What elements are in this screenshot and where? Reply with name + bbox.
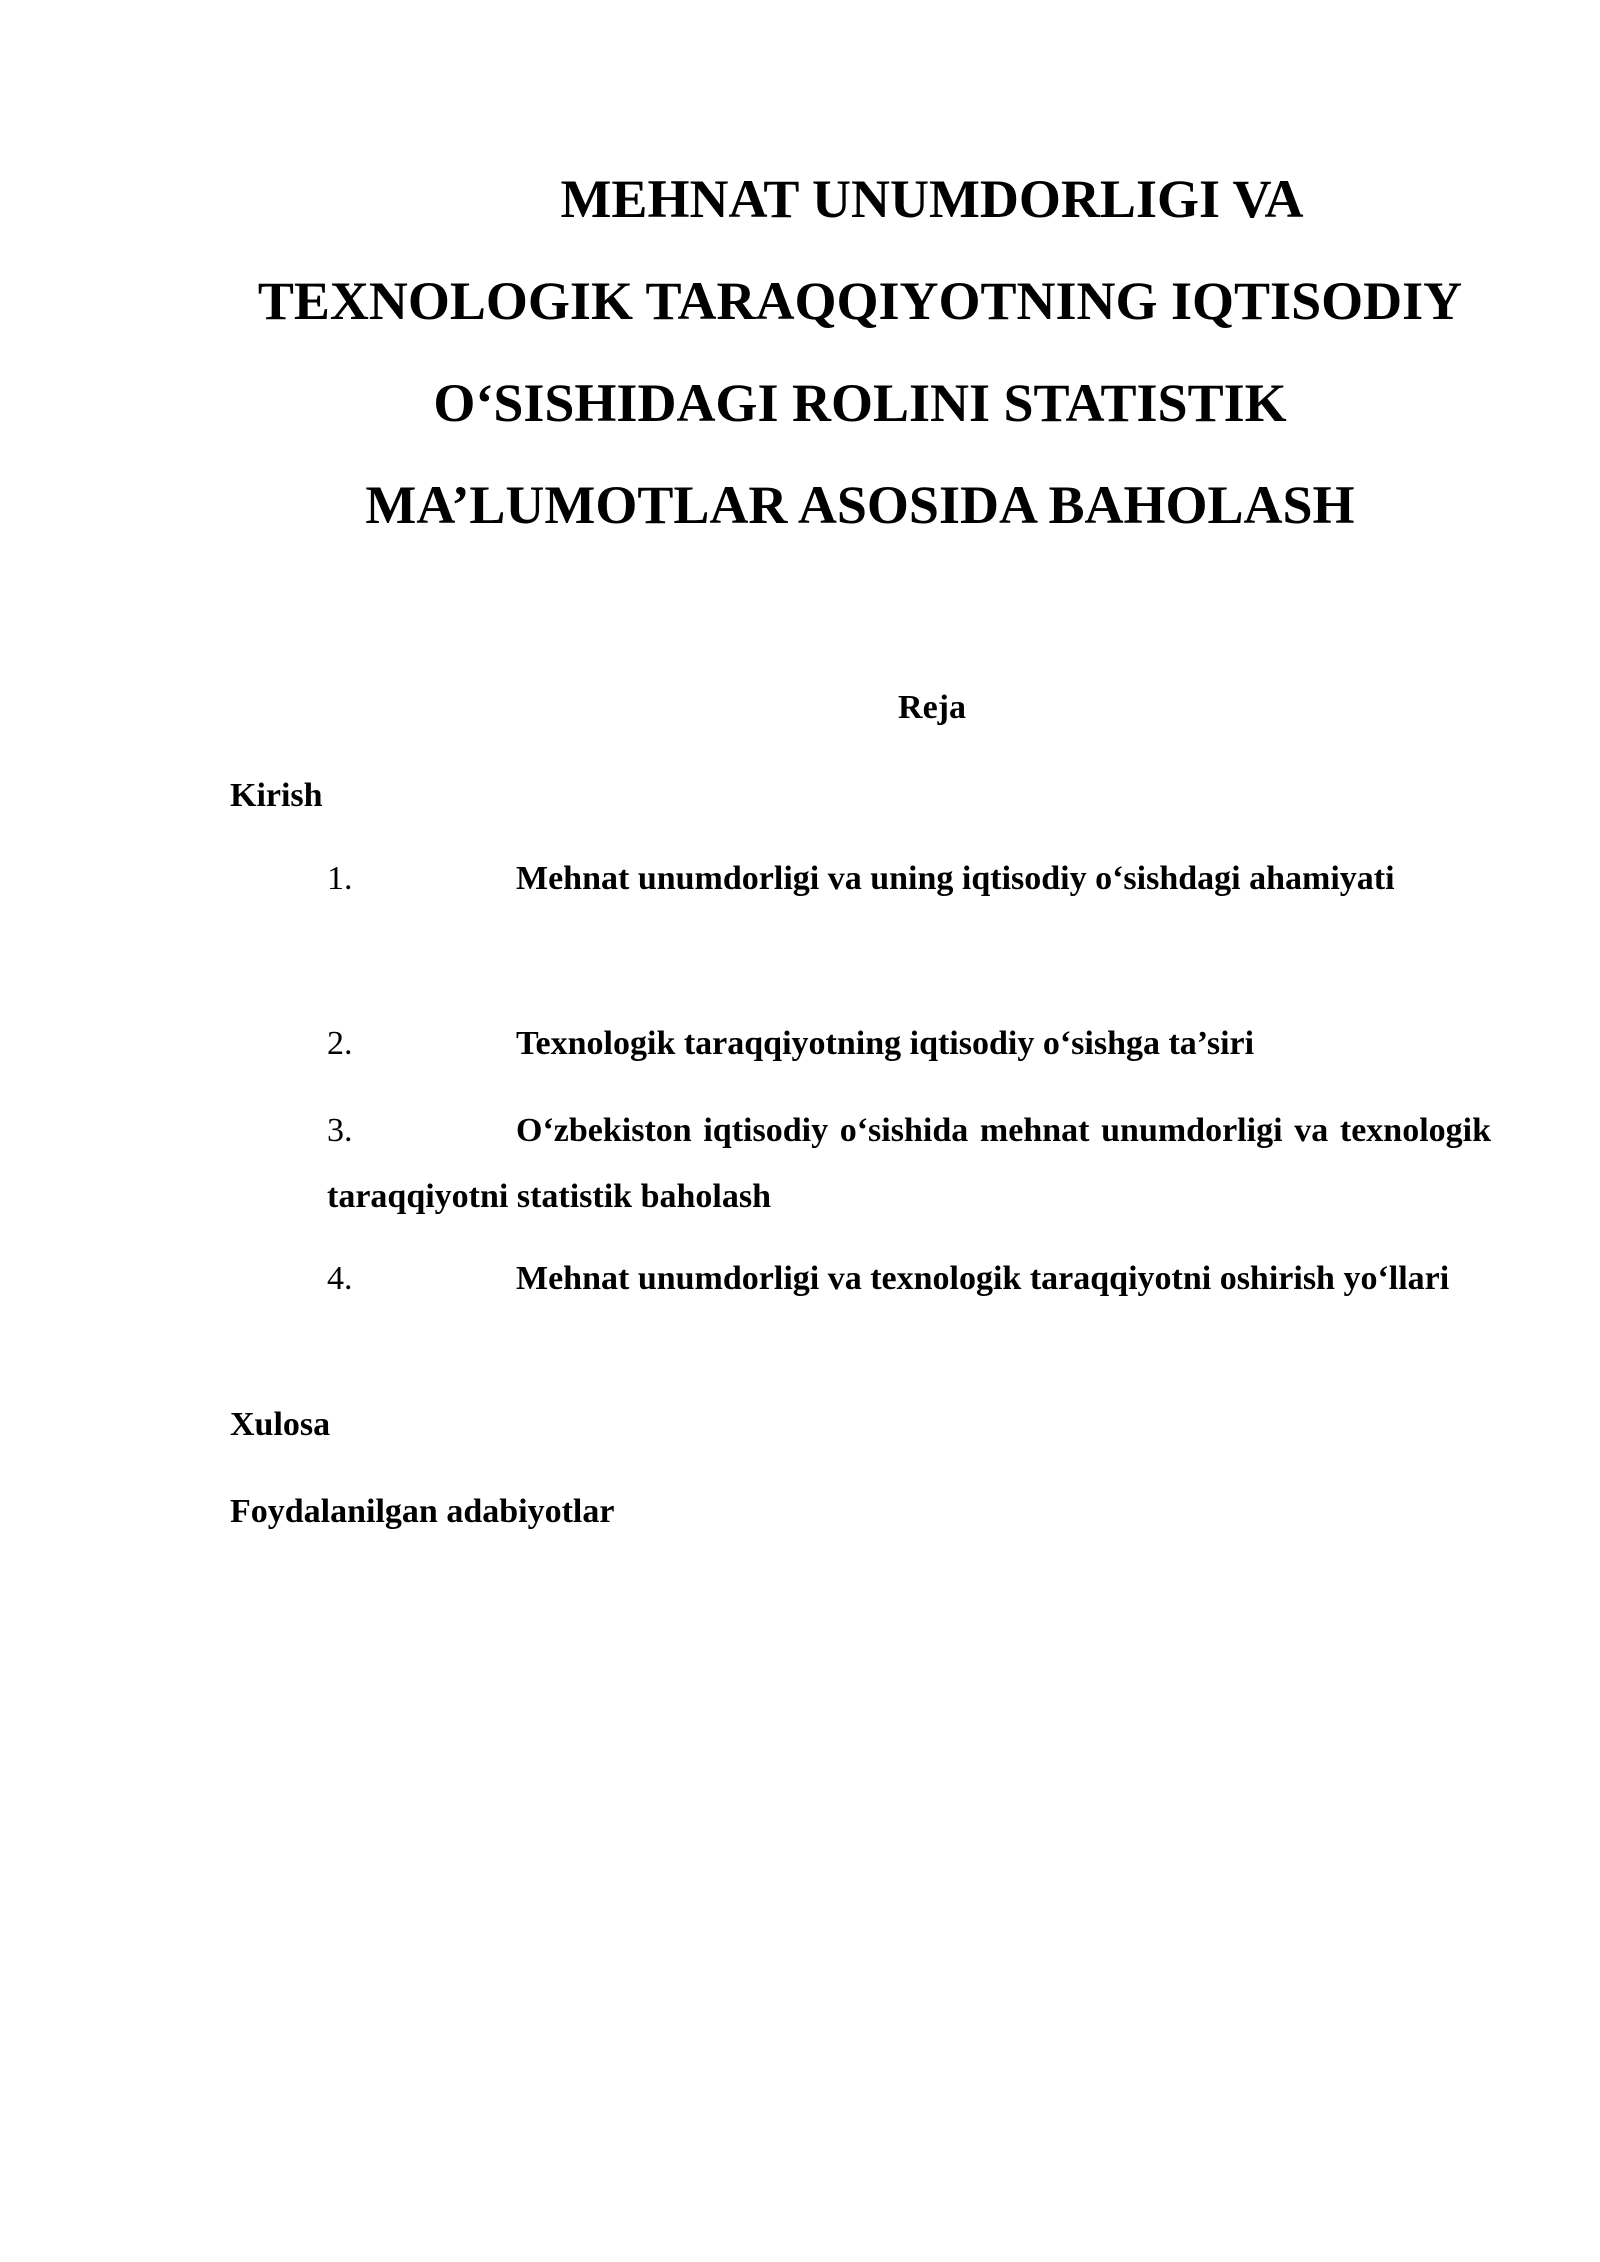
plan-heading: Reja (898, 689, 966, 726)
plan-item-1 (327, 846, 1491, 912)
plan-item-text: O‘zbekiston iqtisodiy o‘sishida mehnat unumdorligi va texnologik taraqqiyotni statistik baholash (327, 1112, 1491, 1215)
conclusion-item: Xulosa (230, 1406, 331, 1443)
plan-item-text: Texnologik taraqqiyotning iqtisodiy o‘sishga ta’siri (516, 1025, 1255, 1062)
plan-item-4 (327, 1246, 1491, 1312)
plan-item-text: Mehnat unumdorligi va uning iqtisodiy o‘sishdagi ahamiyati (516, 860, 1395, 897)
plan-item-number: 4. (327, 1260, 353, 1297)
intro-item: Kirish (230, 777, 323, 814)
plan-item-number: 3. (327, 1112, 353, 1149)
plan-item-3 (327, 1098, 1491, 1230)
plan-item-number: 1. (327, 860, 353, 897)
plan-item-text: Mehnat unumdorligi va texnologik taraqqiyotni oshirish yo‘llari (516, 1260, 1450, 1297)
document-title: MEHNAT UNUMDORLIGI VA TEXNOLOGIK TARAQQIYOTNING IQTISODIY O‘SISHIDAGI ROLINI STATISTIK MA’LUMOTLAR ASOSIDA BAHOLASH (257, 169, 1463, 535)
plan-item-number: 2. (327, 1025, 353, 1062)
references-item: Foydalanilgan adabiyotlar (230, 1493, 615, 1530)
plan-item-2 (327, 1011, 1491, 1077)
